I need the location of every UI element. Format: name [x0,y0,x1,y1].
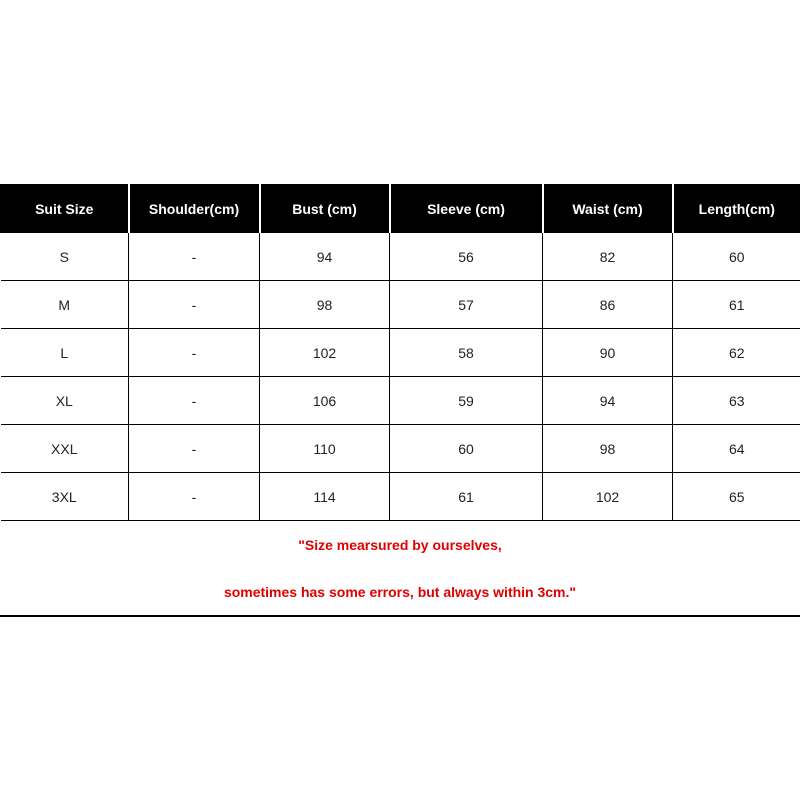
cell-shoulder: - [129,377,260,425]
cell-shoulder: - [129,233,260,281]
cell-sleeve: 60 [390,425,543,473]
size-chart [0,184,800,617]
cell-bust: 114 [260,473,390,521]
header-bust: Bust (cm) [260,185,390,233]
cell-bust: 110 [260,425,390,473]
table-row [1,233,800,281]
cell-sleeve: 56 [390,233,543,281]
cell-sleeve: 57 [390,281,543,329]
cell-length: 60 [673,233,800,281]
cell-waist: 90 [543,329,673,377]
cell-length: 64 [673,425,800,473]
cell-length: 63 [673,377,800,425]
cell-length: 65 [673,473,800,521]
header-waist: Waist (cm) [543,185,673,233]
cell-shoulder: - [129,281,260,329]
table-header-row [1,185,800,233]
cell-size: M [1,281,129,329]
size-table [0,184,800,521]
table-row [1,281,800,329]
cell-sleeve: 61 [390,473,543,521]
table-row [1,425,800,473]
table-row [1,329,800,377]
cell-shoulder: - [129,329,260,377]
cell-shoulder: - [129,473,260,521]
cell-length: 62 [673,329,800,377]
cell-bust: 94 [260,233,390,281]
header-sleeve: Sleeve (cm) [390,185,543,233]
note-line-2: sometimes has some errors, but always within 3cm." [223,584,577,600]
cell-size: L [1,329,129,377]
header-shoulder: Shoulder(cm) [129,185,260,233]
header-suit-size: Suit Size [1,185,129,233]
cell-size: S [1,233,129,281]
cell-size: 3XL [1,473,129,521]
cell-waist: 102 [543,473,673,521]
cell-waist: 86 [543,281,673,329]
cell-waist: 82 [543,233,673,281]
note-line-1: "Size mearsured by ourselves, [298,537,502,553]
cell-waist: 94 [543,377,673,425]
cell-size: XXL [1,425,129,473]
cell-bust: 102 [260,329,390,377]
cell-shoulder: - [129,425,260,473]
cell-bust: 98 [260,281,390,329]
table-row [1,473,800,521]
cell-sleeve: 59 [390,377,543,425]
cell-sleeve: 58 [390,329,543,377]
header-length: Length(cm) [673,185,800,233]
cell-waist: 98 [543,425,673,473]
cell-size: XL [1,377,129,425]
cell-bust: 106 [260,377,390,425]
table-row [1,377,800,425]
measurement-note [0,521,800,617]
cell-length: 61 [673,281,800,329]
